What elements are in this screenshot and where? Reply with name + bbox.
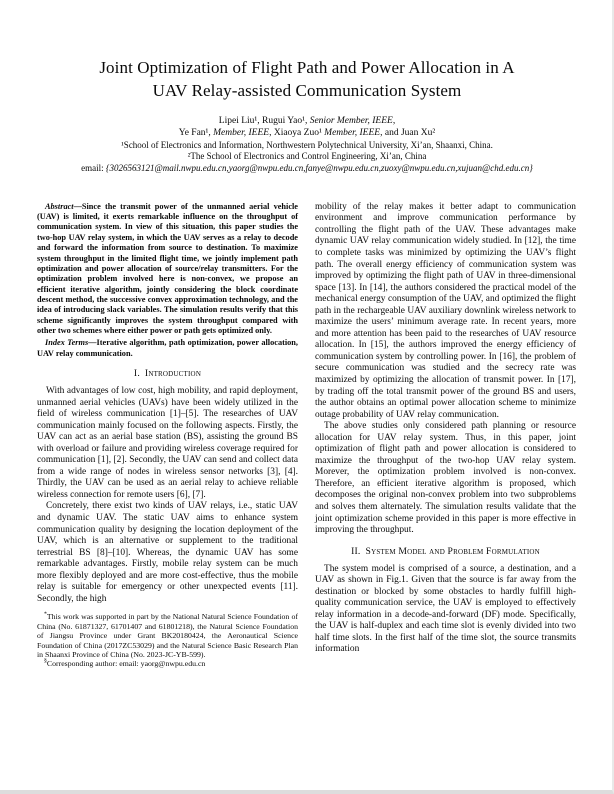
two-column-body [37, 202, 577, 669]
affiliation-1: ¹School of Electronics and Information, Northwestern Polytechnical University, Xi’an, Shaanxi, China. [121, 139, 493, 150]
footnote-marker-section: § [44, 658, 47, 665]
section-title: Introduction [144, 367, 202, 379]
paper-title-line-2: UAV Relay-assisted Communication System [152, 81, 462, 100]
related-work-summary-paragraph: The above studies only considered path planning or resource allocation for UAV relay system. Thus, in this paper, joint optimization of flight path and power allocation is considered to maximize the throughput of the two-hop UAV relay system. Morever, the optimization problem involved is non-convex. Therefore, an efficient iterative algorithm is proposed, which decomposes the original non-convex problem into two subproblems and solves them alternately. The simulation results validate that the joint optimization scheme provided in this paper is more effective in improving the throughput. [315, 421, 576, 536]
continuation-paragraph: mobility of the relay makes it better adapt to communication environment and improve communication performance by controlling the flight path of the UAV. These advantages make dynamic UAV relay communication widely studied. In [12], the time to complete tasks was minimized by optimizing the UAV’s flight path. The overall energy efficiency of communication system was improved by optimizing the flight path of UAV in three-dimensional space [13]. In [14], the authors considered the practical model of the mechanical energy consumption of the UAV, and optimized the flight path in the rechargeable UAV auxiliary downlink wireless network to maximize the users’ minimum average rate. In recent years, more and more attention has been paid to the researches of UAV resource allocation. In [15], the authors improved the energy efficiency of communication system by controlling power. In [16], the problem of secure communication was studied and the secrecy rate was maximized by optimizing the allocation of transmit power. In [17], by trading off the total transmit power of the ground BS and users, the author obtains an optimal power allocation scheme to minimize outage probability of UAV relay communication. [315, 201, 576, 420]
affiliation-2: ²The School of Electronics and Control Engineering, Xi’an, China [187, 151, 427, 162]
paper-title [37, 56, 577, 102]
first-page-footnote [37, 612, 298, 668]
abstract [37, 202, 298, 336]
email-line [37, 163, 577, 175]
section-heading-system-model [315, 546, 576, 557]
intro-paragraph-2: Concretely, there exist two kinds of UAV relays, i.e., static UAV and dynamic UAV. The static UAV aims to enhance system communication quality by designing the location deployment of the UAV, which is an alternative or supplement to the traditional terrestrial BS [8]–[10]. Whereas, the dynamic UAV has some remarkable advantages. Firstly, mobile relay system can be much more flexibly deployed and are more cost-effective, thus the mobile relay is suitable for emergency or other unexpected events [11]. Secondly, the high [37, 501, 298, 604]
author-line-1: Lipei Liu¹, Rugui Yao¹, Senior Member, IEEE, [218, 116, 396, 126]
section-title: System Model and Problem Formulation [365, 545, 540, 557]
intro-paragraph-1: With advantages of low cost, high mobility, and rapid deployment, unmanned aerial vehicles (UAVs) have been widely utilized in the field of wireless communication [1]–[5]. The researches of UAV communication mainly focused on the following aspects. Firstly, the UAV can act as an aerial base station (BS), assisting the ground BS with overload or failure and providing wireless coverage required for communication [1], [2]. Secondly, the UAV can send and collect data from a wide range of nodes in wireless sensor networks [3], [4]. Thirdly, the UAV can be used as an aerial relay to achieve reliable wireless connection for remote users [6], [7]. [37, 385, 298, 500]
email-label: email: [81, 163, 106, 173]
section-number: II. [351, 545, 361, 557]
corresponding-author-footnote: §Corresponding author: email: yaorg@nwpu.edu.cn [44, 658, 206, 669]
paper-title-line-1: Joint Optimization of Flight Path and Power Allocation in A [99, 58, 515, 77]
author-membership: Member, IEEE [324, 128, 381, 139]
system-model-paragraph: The system model is comprised of a source, a destination, and a UAV as shown in Fig.1. Given that the source is far away from the destination or blocked by some obstacles to hardly fulfill high-quality communication service, the UAV is employed to effectively relay information in a decode-and-forward (DF) mode. Specifically, the UAV is half-duplex and each time slot is evenly divided into two half time slots. In the first half of the time slot, the source transmits information [315, 563, 576, 655]
abstract-text: Since the transmit power of the unmanned aerial vehicle (UAV) is limited, it exerts remarkable influence on the throughput of communication system. In view of this situation, this paper studies the two-hop UAV relay system, in which the UAV serves as a relay to decode and forward the information from source to destination. To maximize system throughput in the limited flight time, we jointly implement path optimization and power allocation of source/relay transmitters. For the optimization problem involved here is non-convex, we propose an efficient iterative algorithm, jointly considering the block coordinate descent method, the successive convex approximation technology, and the idea of introducing slack variables. The simulation results verify that this scheme significantly improves the system throughput compared with other two schemes where either power or path gets optimized only. [37, 201, 298, 335]
index-terms-text: Iterative algorithm, path optimization, power allocation, UAV relay communication. [37, 338, 298, 358]
footnote-marker-asterisk: * [44, 611, 47, 618]
index-terms [37, 338, 298, 359]
right-column [315, 202, 576, 669]
author-names: Lipei Liu¹, Rugui Yao¹, [218, 116, 310, 126]
email-addresses: {3026563121@mail.nwpu.edu.cn,yaorg@nwpu.edu.cn,fanye@nwpu.edu.cn,zuoxy@nwpu.edu.cn,xujuan@chd.edu.cn} [105, 163, 533, 173]
section-heading-introduction [37, 368, 298, 379]
authors-block [37, 115, 577, 175]
index-terms-label: Index Terms— [45, 338, 97, 348]
left-column [37, 202, 298, 669]
abstract-label: Abstract— [45, 201, 82, 211]
author-membership: Member, IEEE [213, 128, 270, 139]
section-number: I. [133, 367, 140, 379]
funding-footnote: *This work was supported in part by the National Natural Science Foundation of China (No. 61871327, 61701407 and 61801218), the Natural Science Foundation of Jiangsu Province under Grant BK20180424, the Aeronautical Science Foundation of China (2017ZC53029) and the Natural Science Basic Research Plan in Shaanxi Province of China (No. 2023-JC-YB-599). [37, 611, 298, 659]
author-line-2: Ye Fan¹, Member, IEEE, Xiaoya Zuo¹ Member, IEEE, and Juan Xu² [178, 128, 436, 139]
author-membership: Senior Member, IEEE [309, 116, 393, 126]
author-names: Ye Fan¹, [178, 128, 214, 139]
